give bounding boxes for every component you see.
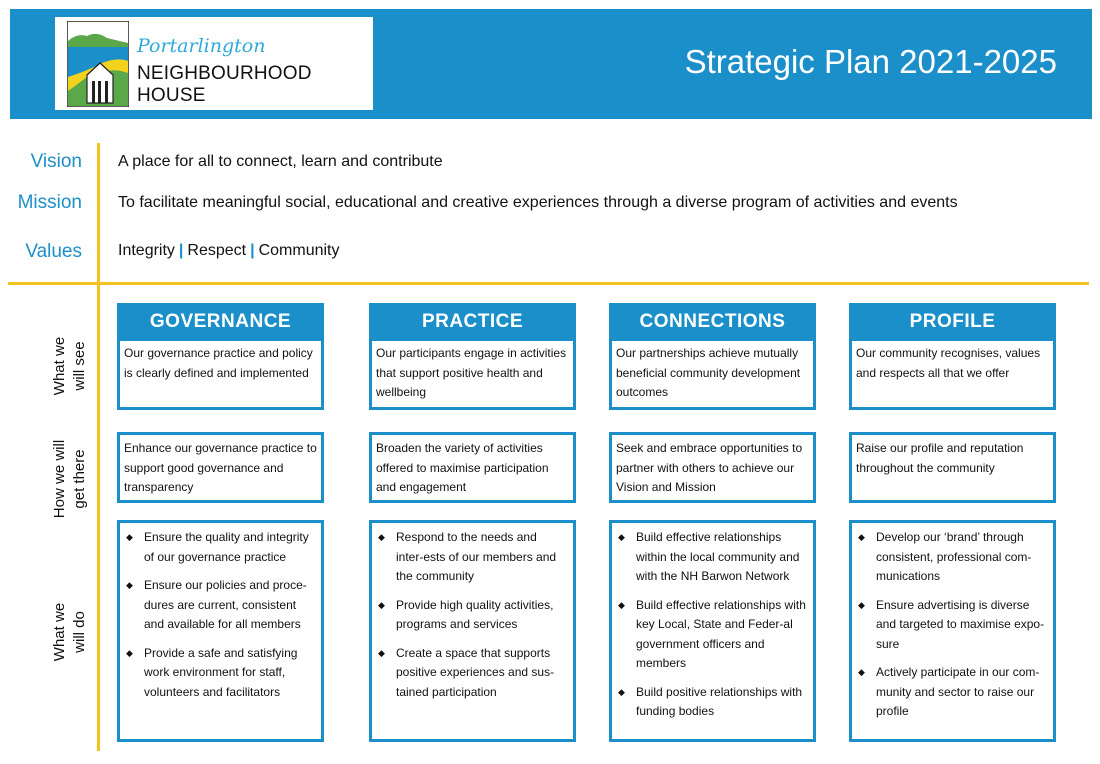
vertical-divider: [97, 143, 100, 751]
value-separator: |: [250, 242, 255, 259]
action-list: [126, 528, 315, 702]
column-title: CONNECTIONS: [609, 303, 816, 341]
action-item: ◆ Develop our ‘brand’ through consistent, professional com-munications: [858, 528, 1047, 587]
what-we-will-see-box: Our governance practice and policy is clearly defined and implemented: [117, 340, 324, 410]
value-item: Respect: [187, 242, 247, 259]
action-item: ◆ Build positive relationships with funding bodies: [618, 683, 807, 722]
what-we-will-see-box: Our community recognises, values and respects all that we offer: [849, 340, 1056, 410]
row-label-what-we-will-see: What we will see: [51, 336, 88, 396]
logo-script-text: Portarlington: [137, 35, 266, 57]
action-item: ◆ Provide a safe and satisfying work environment for staff, volunteers and facilitators: [126, 644, 315, 703]
value-item: Integrity: [118, 242, 175, 259]
column-title: GOVERNANCE: [117, 303, 324, 341]
value-separator: |: [178, 242, 184, 259]
how-we-will-get-there-box: Broaden the variety of activities offered to maximise participation and engagement: [369, 432, 576, 503]
value-item: Community: [258, 242, 340, 259]
house-logo-icon: [67, 21, 129, 107]
what-we-will-do-box: [609, 520, 816, 742]
action-item: ◆ Build effective relationships with key Local, State and Feder-al government officers and members: [618, 596, 807, 674]
action-item: ◆ Actively participate in our com-munity and sector to raise our profile: [858, 663, 1047, 722]
what-we-will-do-box: [849, 520, 1056, 742]
values-list: [118, 242, 340, 260]
row-label-how-we-will-get-there: How we will get there: [51, 439, 88, 519]
what-we-will-do-box: [369, 520, 576, 742]
action-item: ◆ Build effective relationships within the local community and with the NH Barwon Network: [618, 528, 807, 587]
what-we-will-see-box: Our participants engage in activities that support positive health and wellbeing: [369, 340, 576, 410]
horizontal-divider: [8, 282, 1089, 285]
action-list: [858, 528, 1047, 722]
values-label: Values: [25, 241, 82, 262]
row-label-what-we-will-do: What we will do: [51, 602, 88, 662]
header-banner: [10, 9, 1092, 119]
how-we-will-get-there-box: Raise our profile and reputation throughout the community: [849, 432, 1056, 503]
action-item: ◆ Ensure the quality and integrity of our governance practice: [126, 528, 315, 567]
mission-label: Mission: [17, 192, 82, 213]
column-title: PROFILE: [849, 303, 1056, 341]
action-item: ◆ Respond to the needs and inter-ests of our members and the community: [378, 528, 567, 587]
how-we-will-get-there-box: Seek and embrace opportunities to partner with others to achieve our Vision and Mission: [609, 432, 816, 503]
action-item: ◆ Ensure advertising is diverse and targeted to maximise expo-sure: [858, 596, 1047, 655]
action-list: [618, 528, 807, 722]
column-title: PRACTICE: [369, 303, 576, 341]
action-item: ◆ Create a space that supports positive experiences and sus-tained participation: [378, 644, 567, 703]
what-we-will-do-box: [117, 520, 324, 742]
how-we-will-get-there-box: Enhance our governance practice to support good governance and transparency: [117, 432, 324, 503]
action-item: ◆ Provide high quality activities, programs and services: [378, 596, 567, 635]
action-list: [378, 528, 567, 702]
logo: [55, 17, 373, 110]
vision-text: A place for all to connect, learn and contribute: [118, 153, 443, 170]
mission-text: To facilitate meaningful social, educational and creative experiences through a diverse program of activities and events: [118, 194, 958, 211]
page-title: Strategic Plan 2021-2025: [684, 43, 1057, 80]
what-we-will-see-box: Our partnerships achieve mutually beneficial community development outcomes: [609, 340, 816, 410]
vision-label: Vision: [30, 151, 82, 172]
logo-name-text: NEIGHBOURHOOD HOUSE: [137, 63, 312, 106]
action-item: ◆ Ensure our policies and proce-dures are current, consistent and available for all members: [126, 576, 315, 635]
